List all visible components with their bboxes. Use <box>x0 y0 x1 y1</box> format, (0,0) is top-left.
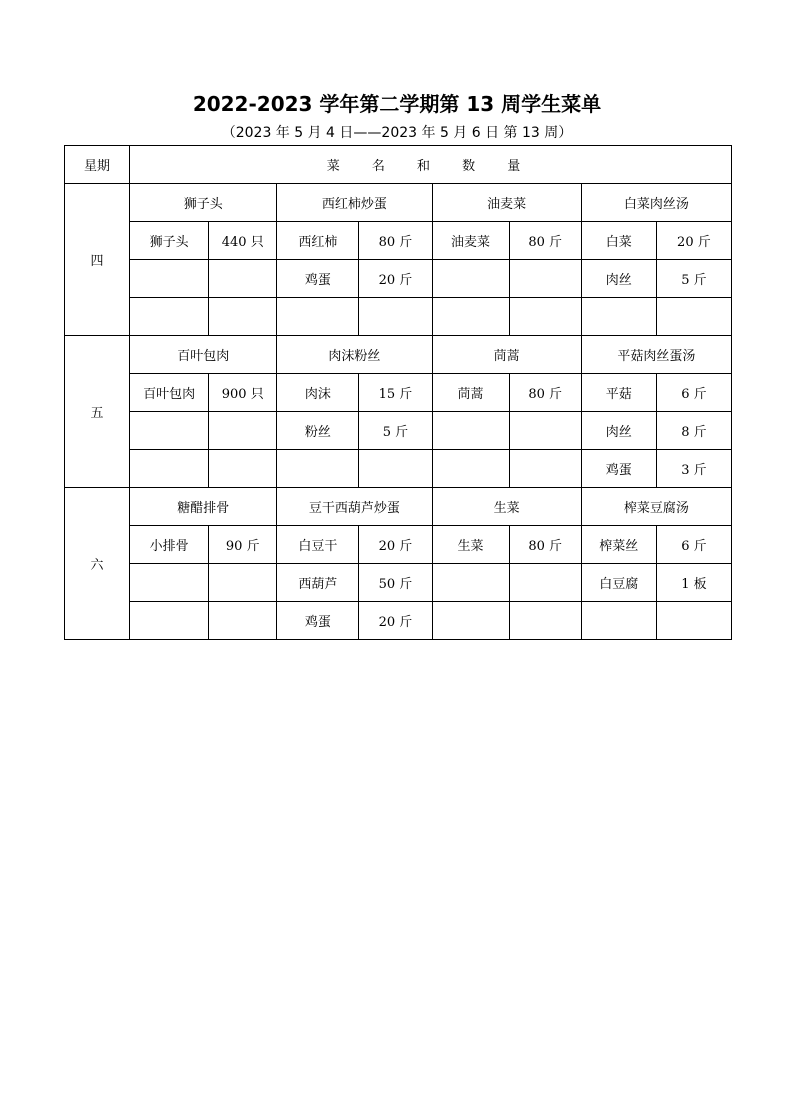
dish-name-cell: 平菇肉丝蛋汤 <box>581 336 731 374</box>
quantity-cell: 20 斤 <box>359 260 432 298</box>
ingredient-cell: 茼蒿 <box>432 374 509 412</box>
quantity-cell <box>509 412 581 450</box>
quantity-cell: 8 斤 <box>656 412 731 450</box>
ingredient-cell: 白豆腐 <box>581 564 656 602</box>
dish-name-row <box>65 336 732 374</box>
quantity-cell <box>209 450 277 488</box>
quantity-cell <box>359 298 432 336</box>
ingredient-cell: 油麦菜 <box>432 222 509 260</box>
dish-name-cell: 油麦菜 <box>432 184 581 222</box>
quantity-cell: 80 斤 <box>359 222 432 260</box>
ingredient-cell: 鸡蛋 <box>581 450 656 488</box>
ingredient-cell <box>432 412 509 450</box>
quantity-cell: 80 斤 <box>509 526 581 564</box>
ingredient-cell: 小排骨 <box>130 526 209 564</box>
quantity-cell <box>509 602 581 640</box>
ingredient-cell <box>130 602 209 640</box>
ingredient-cell <box>581 298 656 336</box>
quantity-cell <box>209 564 277 602</box>
quantity-cell <box>656 602 731 640</box>
ingredient-cell <box>130 412 209 450</box>
quantity-cell: 15 斤 <box>359 374 432 412</box>
quantity-cell: 900 只 <box>209 374 277 412</box>
ingredient-cell: 肉丝 <box>581 412 656 450</box>
quantity-cell: 1 板 <box>656 564 731 602</box>
ingredient-cell: 鸡蛋 <box>277 602 359 640</box>
ingredient-row <box>65 564 732 602</box>
ingredient-cell <box>130 564 209 602</box>
ingredient-cell <box>432 298 509 336</box>
ingredient-cell: 百叶包肉 <box>130 374 209 412</box>
dish-name-row <box>65 184 732 222</box>
ingredient-cell: 西葫芦 <box>277 564 359 602</box>
dish-name-cell: 西红柿炒蛋 <box>277 184 432 222</box>
quantity-cell: 6 斤 <box>656 526 731 564</box>
day-cell: 六 <box>65 488 130 640</box>
ingredient-row <box>65 602 732 640</box>
quantity-cell <box>359 450 432 488</box>
quantity-cell <box>509 260 581 298</box>
ingredient-row <box>65 526 732 564</box>
header-dishes-cell: 菜 名 和 数 量 <box>130 146 732 184</box>
quantity-cell <box>509 298 581 336</box>
ingredient-cell <box>432 602 509 640</box>
day-cell: 五 <box>65 336 130 488</box>
quantity-cell: 20 斤 <box>359 602 432 640</box>
dish-name-cell: 狮子头 <box>130 184 277 222</box>
ingredient-cell <box>277 298 359 336</box>
quantity-cell <box>509 450 581 488</box>
page-title: 2022-2023 学年第二学期第 13 周学生菜单 <box>192 92 602 116</box>
ingredient-cell: 白菜 <box>581 222 656 260</box>
day-cell: 四 <box>65 184 130 336</box>
ingredient-row <box>65 298 732 336</box>
ingredient-row <box>65 412 732 450</box>
ingredient-row <box>65 374 732 412</box>
ingredient-cell: 榨菜丝 <box>581 526 656 564</box>
ingredient-cell: 肉丝 <box>581 260 656 298</box>
dish-name-cell: 榨菜豆腐汤 <box>581 488 731 526</box>
quantity-cell: 80 斤 <box>509 222 581 260</box>
quantity-cell: 90 斤 <box>209 526 277 564</box>
dish-name-cell: 糖醋排骨 <box>130 488 277 526</box>
quantity-cell: 6 斤 <box>656 374 731 412</box>
ingredient-cell <box>277 450 359 488</box>
ingredient-cell: 鸡蛋 <box>277 260 359 298</box>
ingredient-cell <box>432 450 509 488</box>
ingredient-cell: 生菜 <box>432 526 509 564</box>
quantity-cell: 440 只 <box>209 222 277 260</box>
ingredient-cell: 肉沫 <box>277 374 359 412</box>
ingredient-cell: 平菇 <box>581 374 656 412</box>
dish-name-cell: 茼蒿 <box>432 336 581 374</box>
quantity-cell: 80 斤 <box>509 374 581 412</box>
dish-name-cell: 生菜 <box>432 488 581 526</box>
quantity-cell: 5 斤 <box>656 260 731 298</box>
ingredient-cell <box>130 260 209 298</box>
ingredient-cell: 白豆干 <box>277 526 359 564</box>
ingredient-cell <box>432 564 509 602</box>
date-range-subtitle: （2023 年 5 月 4 日——2023 年 5 月 6 日 第 13 周） <box>221 125 573 141</box>
quantity-cell: 50 斤 <box>359 564 432 602</box>
quantity-cell: 20 斤 <box>359 526 432 564</box>
quantity-cell: 3 斤 <box>656 450 731 488</box>
table-header-row <box>65 146 732 184</box>
menu-table <box>64 145 732 640</box>
ingredient-cell <box>130 450 209 488</box>
ingredient-row <box>65 260 732 298</box>
ingredient-row <box>65 450 732 488</box>
header-day-cell: 星期 <box>65 146 130 184</box>
quantity-cell: 20 斤 <box>656 222 731 260</box>
ingredient-row <box>65 222 732 260</box>
dish-name-cell: 白菜肉丝汤 <box>581 184 731 222</box>
quantity-cell <box>509 564 581 602</box>
ingredient-cell: 粉丝 <box>277 412 359 450</box>
dish-name-cell: 肉沫粉丝 <box>277 336 432 374</box>
quantity-cell <box>209 260 277 298</box>
ingredient-cell: 西红柿 <box>277 222 359 260</box>
ingredient-cell: 狮子头 <box>130 222 209 260</box>
dish-name-row <box>65 488 732 526</box>
dish-name-cell: 豆干西葫芦炒蛋 <box>277 488 432 526</box>
ingredient-cell <box>432 260 509 298</box>
quantity-cell <box>209 298 277 336</box>
quantity-cell <box>209 412 277 450</box>
ingredient-cell <box>581 602 656 640</box>
quantity-cell <box>656 298 731 336</box>
quantity-cell <box>209 602 277 640</box>
ingredient-cell <box>130 298 209 336</box>
dish-name-cell: 百叶包肉 <box>130 336 277 374</box>
quantity-cell: 5 斤 <box>359 412 432 450</box>
